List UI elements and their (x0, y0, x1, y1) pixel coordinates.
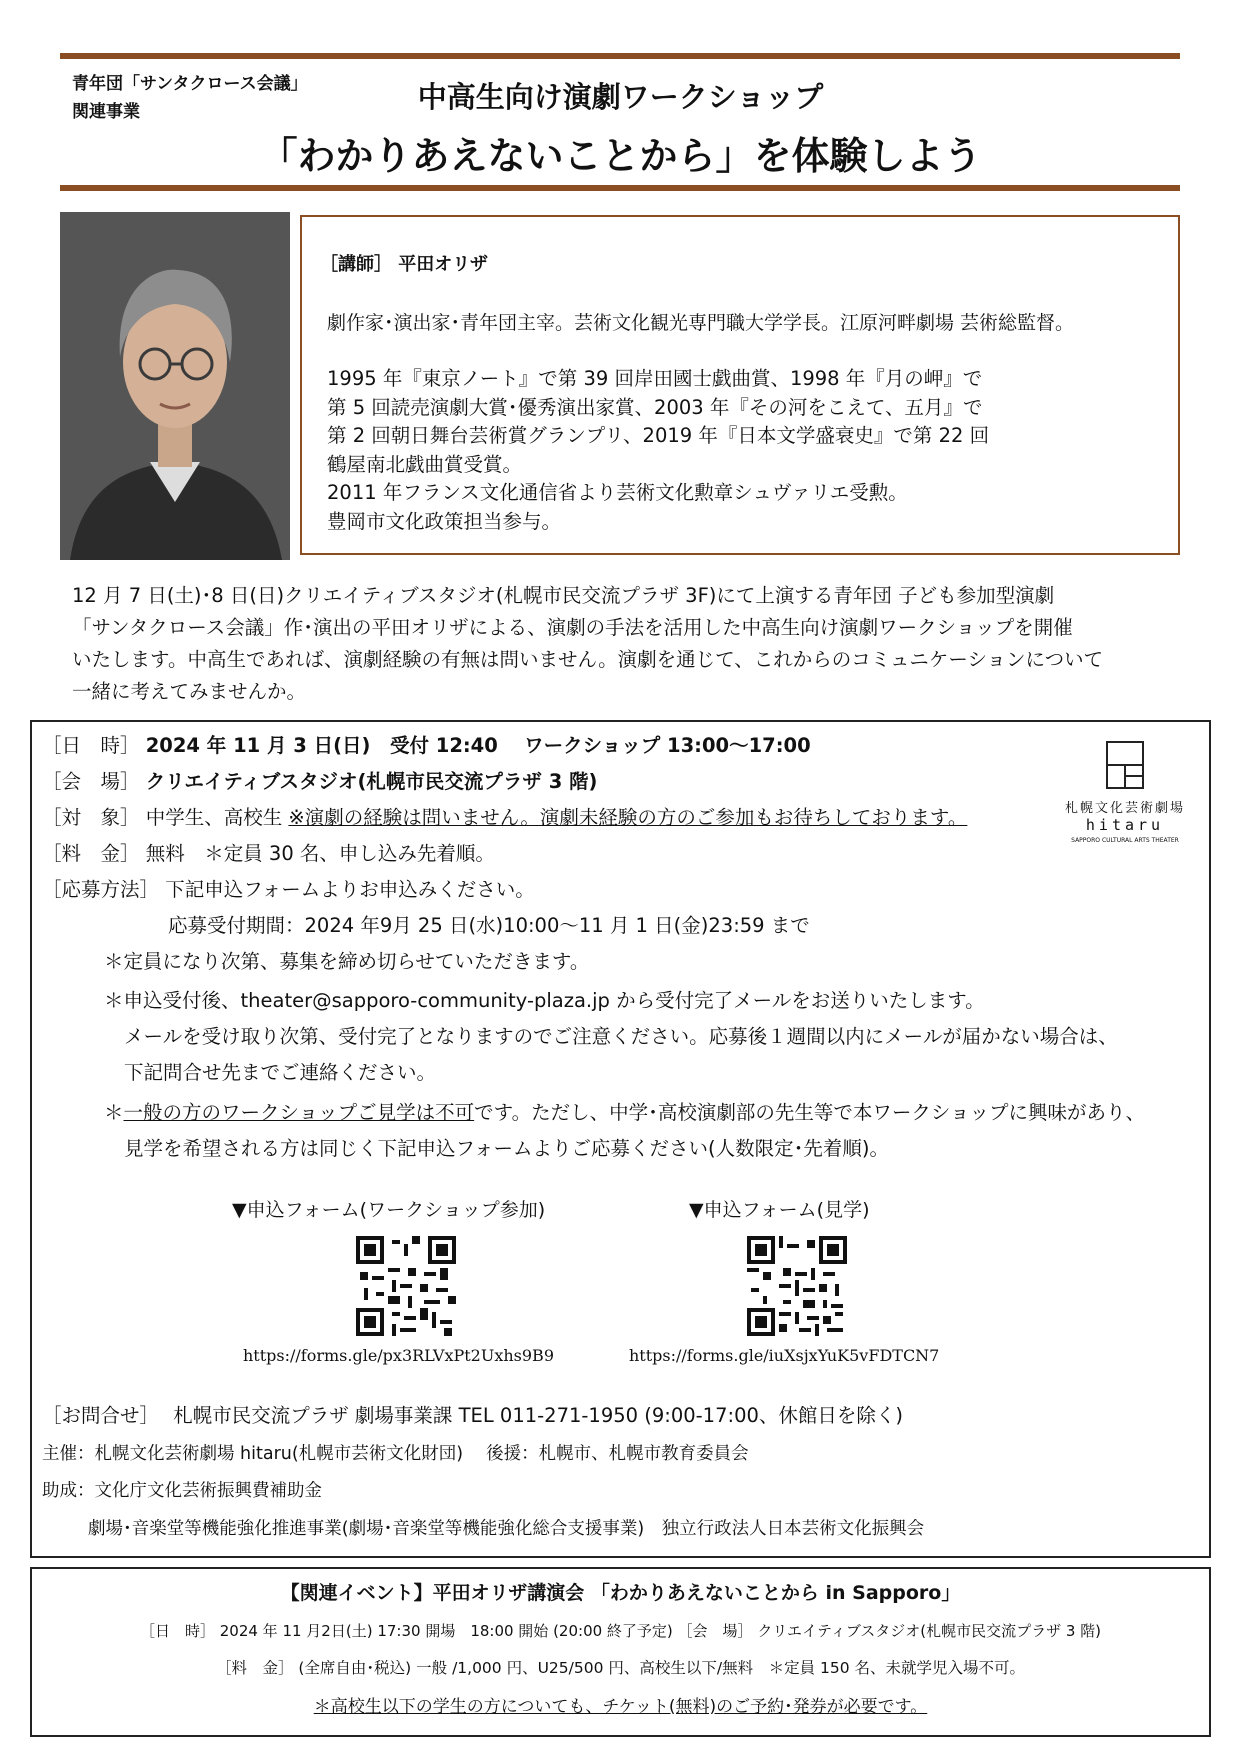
apply-row (42, 874, 535, 902)
target-value: 中学生、高校生 (145, 806, 289, 829)
history-line: 豊岡市文化政策担当参与。 (327, 509, 562, 533)
hitaru-logo (1055, 740, 1195, 850)
hitaru-logo-mark (1105, 740, 1145, 790)
grant-line-2: 劇場･音楽堂等機能強化推進事業(劇場･音楽堂等機能強化総合支援事業) 独立行政法人日本芸術文化振興会 (88, 1519, 925, 1539)
date-value: 2024 年 11 月 3 日(日) 受付 12:40 ワークショップ 13:00～17:00 (145, 734, 811, 757)
intro-line: 一緒に考えてみませんか。 (72, 680, 307, 703)
history-line: 第 5 回読売演劇大賞･優秀演出家賞、2003 年『その河をこえて、五月』で (327, 395, 983, 419)
history-line: 第 2 回朝日舞台芸術賞グランプリ、2019 年『日本文学盛衰史』で第 22 回 (327, 424, 990, 447)
note-observation (104, 1097, 1145, 1125)
target-note: ※演劇の経験は問いません。演劇未経験の方のご参加もお待ちしております。 (288, 806, 968, 829)
contact-value: 札幌市民交流プラザ 劇場事業課 TEL 011-271-1950 (9:00-17:00、休館日を除く) (173, 1404, 903, 1427)
target-row (42, 802, 967, 830)
venue-value: クリエイティブスタジオ(札幌市民交流プラザ 3 階) (145, 770, 598, 793)
lecturer-history (327, 365, 989, 536)
related-event-date: ［日 時］ 2024 年 11 月2日(土) 17:30 開場 18:00 開始 (20:00 終了予定) ［会 場］ クリエイティブスタジオ(札幌市民交流プラザ 3 階) (139, 1622, 1102, 1640)
form-url-participate[interactable]: https://forms.gle/px3RLVxPt2Uxhs9B9 (243, 1346, 554, 1365)
history-line: 2011 年フランス文化通信省より芸術文化勲章シュヴァリエ受勲。 (327, 481, 908, 504)
history-line: 1995 年『東京ノート』で第 39 回岸田國士戯曲賞、1998 年『月の岬』で (327, 367, 983, 390)
lecturer-heading: ［講師］ 平田オリザ (320, 254, 488, 275)
qr-code-participate[interactable] (356, 1236, 456, 1336)
note-observation-underlined: 一般の方のワークショップご見学は不可 (123, 1101, 475, 1124)
note-confirmation: ＊申込受付後、theater@sapporo-community-plaza.jp から受付完了メールをお送りいたします。 (104, 989, 985, 1012)
related-event-note: ＊高校生以下の学生の方についても、チケット(無料)のご予約･発券が必要です。 (313, 1697, 928, 1717)
hitaru-logo-roman: hitaru (1085, 816, 1165, 834)
top-rule (60, 53, 1180, 59)
target-label: ［対 象］ (42, 806, 140, 829)
apply-label: ［応募方法］ (42, 878, 160, 901)
fee-row (42, 838, 495, 866)
lecturer-photo (60, 212, 290, 560)
intro-line: 「サンタクロース会議」作･演出の平田オリザによる、演劇の手法を活用した中高生向け演劇ワークショップを開催 (72, 616, 1073, 639)
apply-value: 下記申込フォームよりお申込みください。 (165, 878, 535, 901)
hitaru-logo-name: 札幌文化芸術劇場 (1064, 801, 1185, 816)
note-capacity: ＊定員になり次第、募集を締め切らせていただきます。 (104, 950, 590, 973)
date-label: ［日 時］ (42, 734, 140, 757)
fee-value: 無料 ＊定員 30 名、申し込み先着順。 (145, 842, 495, 865)
note-mark: ＊ (104, 1101, 124, 1124)
note-observation-rest: です。ただし、中学･高校演劇部の先生等で本ワークショップに興味があり、 (474, 1101, 1145, 1124)
contact-row (42, 1400, 903, 1428)
qr-code-observe[interactable] (747, 1236, 847, 1336)
venue-label: ［会 場］ (42, 770, 140, 793)
intro-line: 12 月 7 日(土)･8 日(日)クリエイティブスタジオ(札幌市民交流プラザ 3F)にて上演する青年団 子ども参加型演劇 (72, 584, 1055, 607)
form-url-observe[interactable]: https://forms.gle/iuXsjxYuK5vFDTCN7 (629, 1346, 940, 1365)
related-event-fee: ［料 金］ (全席自由･税込) 一般 /1,000 円、U25/500 円、高校生以下/無料 ＊定員 150 名、未就学児入場不可。 (215, 1659, 1026, 1677)
intro-paragraph (72, 580, 1182, 708)
form-label-observe: ▼申込フォーム(見学) (689, 1199, 870, 1221)
date-row (42, 730, 811, 758)
bottom-rule (60, 185, 1180, 191)
apply-period: 応募受付期間：2024 年9月 25 日(水)10:00～11 月 1 日(金)23:59 まで (168, 914, 810, 937)
grant-line: 助成：文化庁文化芸術振興費補助金 (42, 1481, 322, 1501)
lecturer-roles: 劇作家･演出家･青年団主宰。芸術文化観光専門職大学学長。江原河畔劇場 芸術総監督。 (327, 312, 1075, 334)
related-program-line2: 関連事業 (72, 102, 140, 122)
page-title: 「わかりあえないことから」を体験しよう (259, 134, 982, 178)
fee-label: ［料 金］ (42, 842, 140, 865)
form-label-participate: ▼申込フォーム(ワークショップ参加) (232, 1199, 546, 1221)
related-event-title: 【関連イベント】平田オリザ講演会 「わかりあえないことから in Sapporo」 (280, 1582, 961, 1604)
note-confirmation-3: 下記問合せ先までご連絡ください。 (124, 1061, 437, 1084)
note-confirmation-2: メールを受け取り次第、受付完了となりますのでご注意ください。応募後１週間以内にメールが届かない場合は、 (124, 1025, 1118, 1048)
note-observation-2: 見学を希望される方は同じく下記申込フォームよりご応募ください(人数限定･先着順)。 (124, 1137, 889, 1160)
history-line: 鶴屋南北戯曲賞受賞。 (327, 452, 523, 476)
related-program-line1: 青年団「サンタクロース会議」 (72, 74, 308, 94)
organizer-line: 主催：札幌文化芸術劇場 hitaru(札幌市芸術文化財団) 後援：札幌市、札幌市教育委員会 (42, 1444, 749, 1464)
intro-line: いたします。中高生であれば、演劇経験の有無は問いません。演劇を通じて、これからのコミュニケーションについて (72, 648, 1104, 671)
venue-row (42, 766, 597, 794)
page-subtitle: 中高生向け演劇ワークショップ (417, 80, 824, 114)
hitaru-logo-english: SAPPORO CULTURAL ARTS THEATER (1071, 837, 1179, 844)
contact-label: ［お問合せ］ (42, 1404, 160, 1427)
